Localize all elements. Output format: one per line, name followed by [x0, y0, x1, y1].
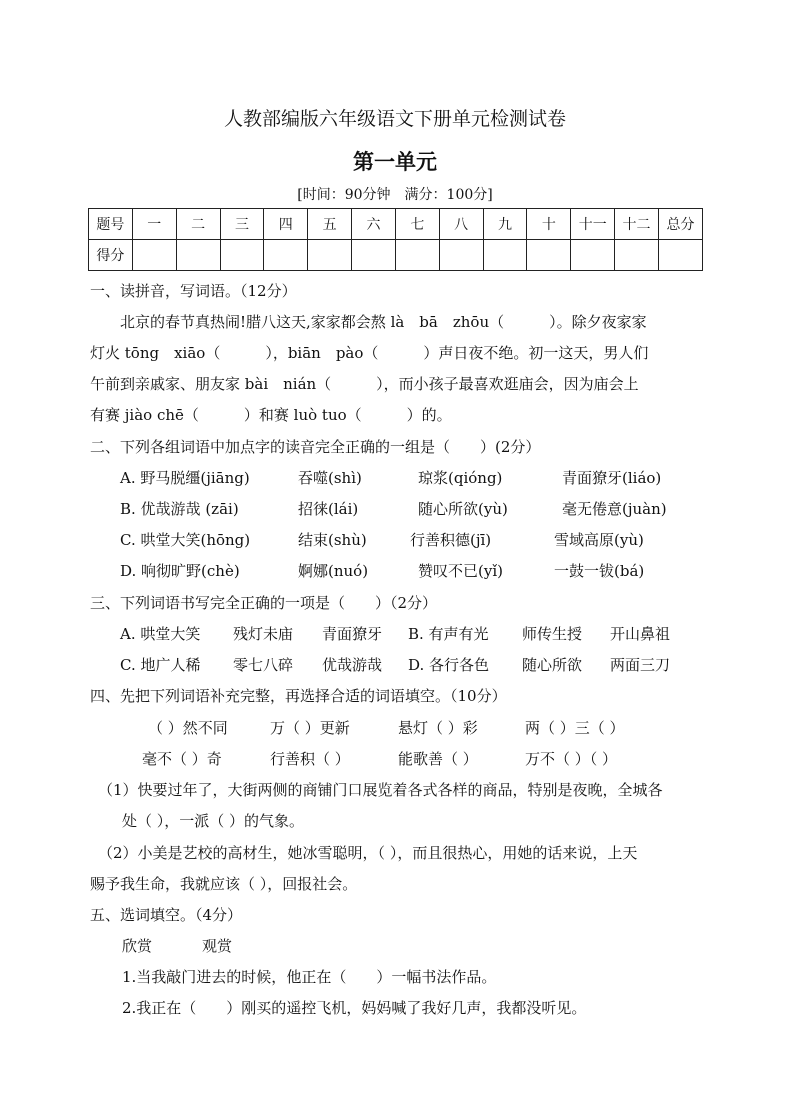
choice-b-word-2: 师传生授	[522, 625, 583, 643]
word-choice: 观赏	[202, 937, 233, 955]
word-choice: 欣赏	[122, 937, 153, 955]
choice-d-word-1: D. 各行各色	[408, 656, 490, 674]
section-3-heading: 三、下列词语书写完全正确的一项是（ ）（2分）	[90, 594, 438, 612]
question-4-2-line: （2）小美是艺校的高材生，她冰雪聪明，（ ），而且很热心，用她的话来说，上天	[98, 844, 638, 862]
score-cell[interactable]	[176, 240, 220, 271]
section-2-heading: 二、下列各组词语中加点字的读音完全正确的一组是（ ）(2分）	[90, 438, 541, 456]
table-cell: 八	[439, 209, 483, 240]
option-c-3: 行善积德(jī)	[410, 531, 492, 549]
option-b-4: 毫无倦意(juàn)	[562, 500, 667, 518]
score-cell[interactable]	[220, 240, 264, 271]
score-table-score-row	[89, 240, 703, 271]
score-cell[interactable]	[527, 240, 571, 271]
score-cell[interactable]	[264, 240, 308, 271]
option-a-3: 琼浆(qióng)	[418, 469, 503, 487]
idiom-blank: 行善积（ ）	[270, 750, 350, 768]
idiom-blank: 万（ ）更新	[270, 719, 350, 737]
score-cell[interactable]	[658, 240, 702, 271]
unit-title: 第一单元	[353, 149, 437, 174]
table-cell: 十	[527, 209, 571, 240]
choice-c-word-1: C. 地广人稀	[120, 656, 201, 674]
table-cell: 四	[264, 209, 308, 240]
score-table-header-row	[89, 209, 703, 240]
exam-meta: [时间：90分钟 满分：100分]	[297, 187, 493, 203]
table-cell: 十二	[615, 209, 659, 240]
passage-line: 北京的春节真热闹!腊八这天,家家都会熬 là bā zhōu（ ）。除夕夜家家	[120, 313, 647, 331]
table-cell: 二	[176, 209, 220, 240]
idiom-blank: 能歌善（ ）	[398, 750, 478, 768]
question-4-2-line: 赐予我生命，我就应该（ ），回报社会。	[90, 875, 358, 893]
choice-c-word-2: 零七八碎	[233, 656, 294, 674]
option-c-2: 结束(shù)	[298, 531, 367, 549]
table-cell: 三	[220, 209, 264, 240]
idiom-blank: 悬灯（ ）彩	[398, 719, 478, 737]
idiom-blank: 万不（ ）（ ）	[525, 750, 618, 768]
option-c-1: C. 哄堂大笑(hōng)	[120, 531, 251, 549]
choice-d-word-2: 随心所欲	[522, 656, 583, 674]
score-cell[interactable]	[615, 240, 659, 271]
score-cell[interactable]	[308, 240, 352, 271]
choice-c-word-3: 优哉游哉	[322, 656, 383, 674]
table-cell: 七	[395, 209, 439, 240]
question-5-1: 1.当我敲门进去的时候，他正在（ ）一幅书法作品。	[122, 968, 497, 986]
idiom-blank: 两（ ）三（ ）	[525, 719, 625, 737]
section-5-heading: 五、选词填空。（4分）	[90, 906, 243, 924]
choice-b-word-1: B. 有声有光	[408, 625, 489, 643]
option-d-4: 一鼓一钹(bá)	[554, 562, 645, 580]
passage-line: 有赛 jiào chē（ ）和赛 luò tuo（ ）的。	[90, 406, 452, 424]
option-b-1: B. 优哉游哉 (zāi)	[120, 500, 239, 518]
idiom-blank: 毫不（ ）奇	[142, 750, 222, 768]
exam-title: 人教部编版六年级语文下册单元检测试卷	[223, 108, 566, 130]
question-4-1-line: （1）快要过年了，大街两侧的商铺门口展览着各式各样的商品，特别是夜晚，全城各	[98, 781, 663, 799]
choice-a-word-2: 残灯未庙	[233, 625, 294, 643]
score-cell[interactable]	[352, 240, 396, 271]
score-cell[interactable]	[439, 240, 483, 271]
option-a-1: A. 野马脱缰(jiāng)	[120, 469, 250, 487]
option-c-4: 雪域高原(yù)	[554, 531, 644, 549]
choice-b-word-3: 开山鼻祖	[610, 625, 671, 643]
score-cell[interactable]	[571, 240, 615, 271]
option-d-3: 赞叹不已(yǐ)	[418, 562, 503, 580]
table-cell: 得分	[89, 240, 133, 271]
score-cell[interactable]	[132, 240, 176, 271]
option-d-1: D. 响彻旷野(chè)	[120, 562, 240, 580]
idiom-blank: （ ）然不同	[148, 719, 228, 737]
choice-a-word-1: A. 哄堂大笑	[120, 625, 201, 643]
passage-line: 午前到亲戚家、朋友家 bài nián（ ），而小孩子最喜欢逛庙会，因为庙会上	[90, 375, 639, 393]
choice-a-word-3: 青面獠牙	[322, 625, 383, 643]
option-d-2: 婀娜(nuó)	[298, 562, 369, 580]
choice-d-word-3: 两面三刀	[610, 656, 671, 674]
passage-line: 灯火 tōng xiāo（ ），biān pào（ ）声日夜不绝。初一这天，男人们	[90, 344, 649, 362]
section-1-heading: 一、读拼音，写词语。（12分）	[90, 282, 297, 300]
option-b-2: 招徕(lái)	[298, 500, 359, 518]
table-cell: 六	[352, 209, 396, 240]
option-a-2: 吞噬(shì)	[298, 469, 362, 487]
table-cell: 一	[132, 209, 176, 240]
score-cell[interactable]	[483, 240, 527, 271]
question-5-2: 2.我正在（ ）刚买的遥控飞机，妈妈喊了我好几声，我都没听见。	[122, 999, 587, 1017]
option-a-4: 青面獠牙(liáo)	[562, 469, 662, 487]
table-cell: 题号	[89, 209, 133, 240]
score-table	[88, 208, 703, 271]
section-4-heading: 四、先把下列词语补充完整，再选择合适的词语填空。（10分）	[90, 687, 507, 705]
table-cell: 五	[308, 209, 352, 240]
table-cell: 十一	[571, 209, 615, 240]
option-b-3: 随心所欲(yù)	[418, 500, 508, 518]
score-cell[interactable]	[395, 240, 439, 271]
table-cell: 九	[483, 209, 527, 240]
question-4-1-line: 处（ ），一派（ ）的气象。	[122, 812, 305, 830]
table-cell: 总分	[658, 209, 702, 240]
